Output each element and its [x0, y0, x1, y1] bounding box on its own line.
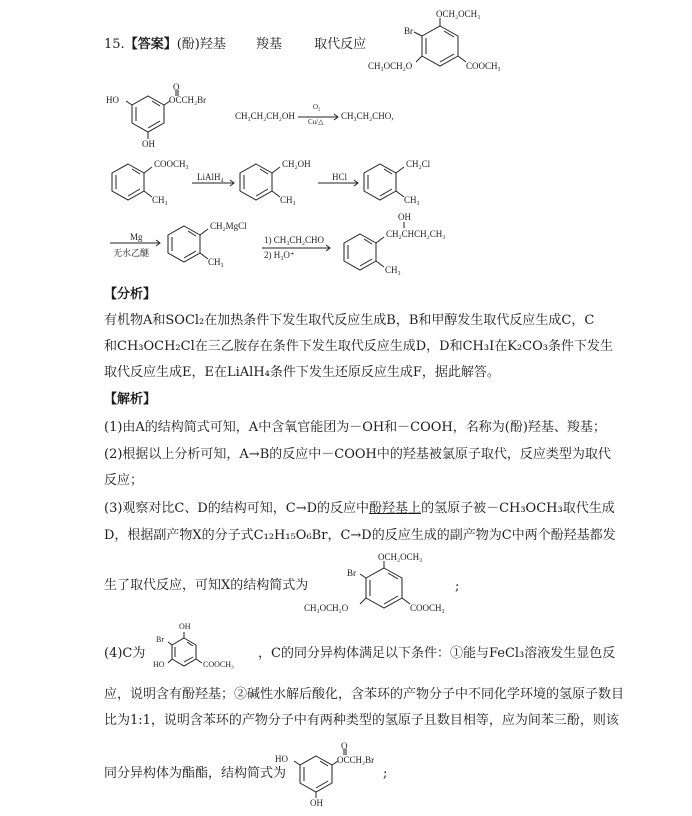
carbonyl-o: O: [341, 741, 348, 751]
p3a-pre: (3)观察对比C、D的结构可知，C→D的反应中: [104, 501, 370, 516]
substituent-oh: OH: [310, 798, 323, 808]
c-cooch3: COOCH₃: [203, 660, 234, 669]
ring1-cooch3: COOCH₃: [154, 159, 189, 169]
ester-chain: OCCH₂Br: [169, 95, 207, 105]
substituent-br: Br: [404, 26, 413, 36]
ring4-ch2mgcl: CH₂MgCl: [210, 221, 247, 231]
ring3-ch3: CH₃: [404, 195, 420, 205]
substituent-cooch3: COOCH₃: [466, 61, 501, 71]
solution-part-4c: 比为1:1，说明含苯环的产物分子中有两种类型的氢原子且数目相等，应为间苯三酚，则该: [104, 713, 619, 728]
solution-part-2b: 反应；: [104, 473, 144, 488]
solution-heading: 【解析】: [104, 392, 157, 407]
reagent-mg: Mg: [130, 232, 143, 242]
reagent-propanal: 1) CH₃CH₂CHO: [264, 235, 325, 245]
substituent-ho: HO: [106, 95, 119, 105]
c-oh-top: OH: [179, 622, 191, 631]
substituent-ho: HO: [275, 754, 288, 764]
semicolon: ;: [455, 579, 460, 594]
substituent-ch3och2o: CH₃OCH₂O: [304, 603, 349, 613]
solution-part-3b: D，根据副产物X的分子式C₁₂H₁₅O₆Br，C→D的反应生成的副产物为C中两个酚羟基都发: [104, 528, 616, 543]
reagent-h3o: 2) H₃O⁺: [264, 250, 295, 260]
analysis-heading: 【分析】: [104, 287, 157, 302]
product-oh: OH: [398, 212, 411, 222]
substituent-ch3och2o: CH₃OCH₂O: [368, 61, 413, 71]
answer-3: 取代反应: [314, 37, 367, 52]
substituent-och2och3: OCH₂OCH₃: [436, 9, 481, 19]
solution-part-4b: 应，说明含有酚羟基；②碱性水解后酸化，含苯环的产物分子中不同化学环境的氢原子数目: [104, 687, 625, 702]
answer-2: 羧基: [256, 37, 283, 52]
answer-tag: 【答案】: [124, 37, 177, 52]
carbonyl-o: O: [173, 82, 180, 92]
substituent-oh: OH: [142, 139, 155, 149]
reagent-ether: 无水乙醚: [113, 248, 150, 258]
reagent-hcl: HCl: [332, 172, 348, 182]
p3a-post: 的氢原子被－CH₃OCH₃取代生成: [421, 501, 615, 516]
substituent-br: Br: [347, 568, 356, 578]
ring4-ch3: CH₃: [208, 257, 224, 267]
analysis-line-3: 取代反应生成E，E在LiAlH₄条件下发生还原反应生成F，据此解答。: [104, 365, 500, 380]
semicolon: ;: [383, 766, 388, 781]
p3a-underlined: 酚羟基上: [369, 501, 422, 516]
product-propanal: CH₃CH₂CHO,: [341, 111, 394, 121]
ring2-ch3: CH₃: [280, 195, 296, 205]
substituent-och2och3: OCH₂OCH₃: [378, 552, 423, 562]
ring5-ch3: CH₃: [385, 265, 401, 275]
solution-part-1: (1)由A的结构简式可知，A中含氧官能团为－OH和－COOH，名称为(酚)羟基、羧基；: [104, 420, 606, 435]
c-ho: HO: [153, 660, 165, 669]
ring2-ch2oh: CH₂OH: [282, 159, 311, 169]
solution-part-2a: (2)根据以上分析可知，A→B的反应中－COOH中的羟基被氯原子取代，反应类型为取代: [104, 447, 611, 462]
question-number: 15.: [104, 37, 125, 52]
solution-part-3c: 生了取代反应，可知X的结构简式为: [104, 578, 309, 593]
analysis-line-2: 和CH₃OCH₂Cl在三乙胺存在条件下发生取代反应生成D，D和CH₃I在K₂CO₃条件下发生: [104, 339, 613, 354]
answer-1: (酚)羟基: [176, 37, 226, 52]
solution-part-4d: 同分异构体为酯酯，结构简式为: [104, 766, 287, 781]
solution-part-4a-post: ，C的同分异构体满足以下条件：①能与FeCl₃溶液发生显色反: [258, 646, 616, 661]
reactant-propanol: CH₃CH₂CH₂OH: [235, 111, 295, 121]
substituent-cooch3: COOCH₃: [410, 603, 445, 613]
solution-part-4a-pre: (4)C为: [104, 646, 146, 661]
ring1-ch3: CH₃: [152, 195, 168, 205]
reagent-lialh4: LiAlH₄: [197, 172, 224, 182]
reagent-cu-heat: Cu/△: [308, 118, 324, 126]
c-br: Br: [156, 635, 164, 644]
ring3-ch2cl: CH₂Cl: [406, 159, 431, 169]
analysis-line-1: 有机物A和SOCl₂在加热条件下发生取代反应生成B，B和甲醇发生取代反应生成C，C: [104, 313, 595, 328]
reagent-o2: O₂: [313, 103, 321, 111]
product-chain: CH₂CHCH₂CH₃: [386, 229, 446, 239]
ester-chain: OCCH₂Br: [337, 755, 375, 765]
